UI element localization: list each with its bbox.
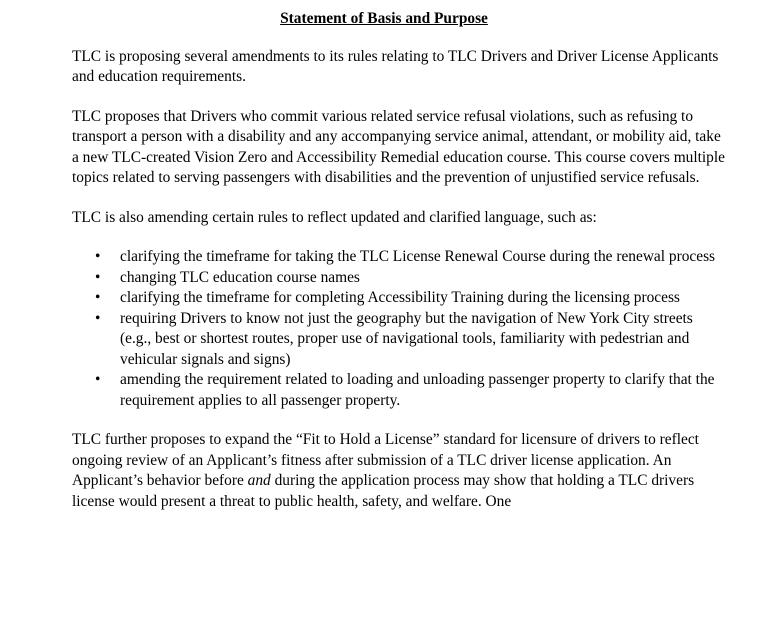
bullet-icon: • — [95, 268, 101, 286]
list-item — [72, 309, 726, 371]
list-item — [72, 247, 726, 268]
list-item-text: clarifying the timeframe for taking the TLC License Renewal Course during the renewal process — [120, 248, 716, 265]
paragraph-fit-to-hold — [72, 430, 726, 512]
emphasis-text: and — [247, 472, 271, 489]
paragraph-intro: TLC is proposing several amendments to its rules relating to TLC Drivers and Driver License Applicants and education requirements. — [72, 47, 719, 85]
amendments-list — [72, 247, 726, 411]
paragraph-text: during the application process may show that holding a TLC drivers license would present a threat to public health, safety, and welfare. One — [72, 472, 695, 510]
list-item-text: amending the requirement related to loading and unloading passenger property to clarify that the requirement applies to all passenger property. — [120, 371, 715, 409]
bullet-icon: • — [95, 371, 101, 388]
list-item-text: clarifying the timeframe for completing Accessibility Training during the licensing process — [120, 289, 680, 306]
bullet-icon: • — [95, 309, 101, 327]
paragraph-text: TLC further proposes to expand the “Fit to Hold a License” standard for licensure of drivers to reflect ongoing review of an Applicant’s fitness after submission of a TLC driver license application. An Applicant’s behavior before — [72, 431, 699, 489]
list-item-text: requiring Drivers to know not just the geography but the navigation of New York City streets (e.g., best or shortest routes, proper use of navigational tools, familiarity with pedestrian and vehicular signals and signs) — [120, 309, 693, 368]
bullet-icon: • — [95, 289, 101, 306]
list-item — [72, 370, 726, 411]
list-item — [72, 288, 726, 309]
paragraph-amendments-intro: TLC is also amending certain rules to reflect updated and clarified language, such as: — [72, 208, 597, 226]
document-title: Statement of Basis and Purpose — [280, 10, 488, 27]
paragraph-service-refusal: TLC proposes that Drivers who commit various related service refusal violations, such as refusing to transport a person with a disability and any accompanying service animal, attendant, or mobility aid, take a new TLC-created Vision Zero and Accessibility Remedial education course. This course covers multiple topics related to serving passengers with disabilities and the prevention of unjustified service refusals. — [72, 107, 725, 186]
bullet-icon: • — [95, 248, 101, 265]
list-item — [72, 268, 726, 289]
list-item-text: changing TLC education course names — [120, 268, 360, 286]
